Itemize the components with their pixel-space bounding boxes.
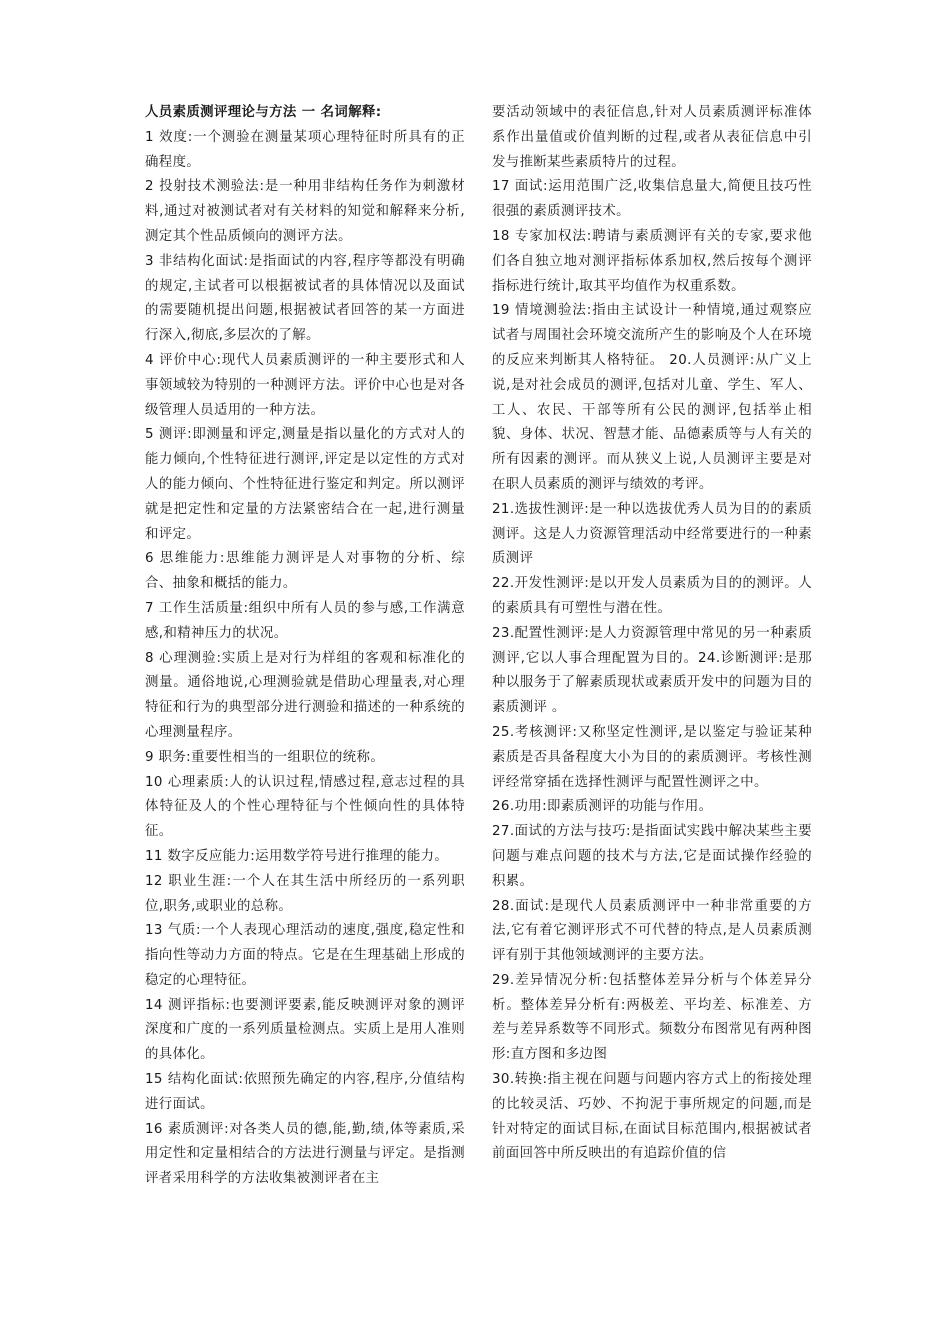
definition-entry: 30.转换:指主视在问题与问题内容方式上的衔接处理的比较灵活、巧妙、不拘泥于事所规定的问题,而是针对特定的面试目标,在面试目标范围内,根据被试者前面回答中所反映出的有追踪价值的信 — [492, 1072, 812, 1162]
definition-entry: 27.面试的方法与技巧:是指面试实践中解决某些主要问题与难点问题的技术与方法,它是面试操作经验的积累。 — [492, 824, 812, 889]
definition-entry: 7 工作生活质量:组织中所有人员的参与感,工作满意感,和精神压力的状况。 — [145, 600, 465, 641]
definition-entry: 16 素质测评:对各类人员的德,能,勤,绩,体等素质,采用定性和定量相结合的方法进行测量与评定。是指测评者采用科学的方法收集被测评者在主 — [145, 1121, 465, 1187]
definition-entry: 15 结构化面试:依照预先确定的内容,程序,分值结构进行面试。 — [145, 1072, 465, 1112]
definition-entry: 17 面试:运用范围广泛,收集信息量大,简便且技巧性很强的素质测评技术。 — [492, 179, 812, 220]
definition-entry: 6 思维能力:思维能力测评是人对事物的分析、综合、抽象和概括的能力。 — [145, 551, 465, 592]
definition-entry: 29.差异情况分析:包括整体差异分析与个体差异分析。整体差异分析有:两极差、平均差、标准差、方差与差异系数等不同形式。频数分布图常见有两种图形:直方图和多边图 — [492, 972, 812, 1063]
left-column — [145, 101, 465, 1192]
right-column — [492, 101, 812, 1167]
definition-entry: 1 效度:一个测验在测量某项心理特征时所具有的正确程度。 — [145, 129, 465, 170]
definition-entry: 21.选拔性测评:是一种以选拔优秀人员为目的的素质测评。这是人力资源管理活动中经常要进行的一种素质测评 — [492, 501, 812, 567]
definition-entry: 14 测评指标:也要测评要素,能反映测评对象的测评深度和广度的一系列质量检测点。实质上是用人准则的具体化。 — [145, 997, 465, 1063]
definition-entry: 23.配置性测评:是人力资源管理中常见的另一种素质测评,它以人事合理配置为目的。24.诊断测评:是那种以服务于了解素质现状或素质开发中的问题为目的素质测评 。 — [492, 625, 812, 716]
definition-entry: 9 职务:重要性相当的一组职位的统称。 — [145, 749, 385, 765]
definition-entry: 22.开发性测评:是以开发人员素质为目的的测评。人的素质具有可塑性与潜在性。 — [492, 576, 812, 616]
definition-entry: 11 数字反应能力:运用数学符号进行推理的能力。 — [145, 848, 449, 864]
definition-entry: 3 非结构化面试:是指面试的内容,程序等都没有明确的规定,主试者可以根据被试者的具体情况以及面试的需要随机提出问题,根据被试者回答的某一方面进行深入,彻底,多层次的了解。 — [145, 253, 465, 344]
definition-entry: 10 心理素质:人的认识过程,情感过程,意志过程的具体特征及人的个性心理特征与个性倾向性的具体特征。 — [145, 774, 465, 840]
definition-entry: 8 心理测验:实质上是对行为样组的客观和标准化的测量。通俗地说,心理测验就是借助心理量表,对心理特征和行为的典型部分进行测验和描述的一种系统的心理测量程序。 — [145, 650, 465, 740]
definition-entry: 5 测评:即测量和评定,测量是指以量化的方式对人的能力倾向,个性特征进行测评,评定是以定性的方式对人的能力倾向、个性特征进行鉴定和判定。所以测评就是把定性和定量的方法紧密结合在一起,进行测量和评定。 — [145, 427, 465, 542]
definition-entry: 12 职业生涯:一个人在其生活中所经历的一系列职位,职务,或职业的总称。 — [145, 873, 465, 914]
definition-entry: 13 气质:一个人表现心理活动的速度,强度,稳定性和指向性等动力方面的特点。它是在生理基础上形成的稳定的心理特征。 — [145, 923, 465, 988]
definition-entry: 4 评价中心:现代人员素质测评的一种主要形式和人事领域较为特别的一种测评方法。评价中心也是对各级管理人员适用的一种方法。 — [145, 352, 465, 418]
definition-entry: 19 情境测验法:指由主试设计一种情境,通过观察应试者与周围社会环境交流所产生的影响及个人在环境的反应来判断其人格特征。 20.人员测评:从广义上说,是对社会成员的测评,包括对儿童、学生、军人、工人、农民、干部等所有公民的测评,包括举止相貌、身体、状况、智慧才能、品德素质等与人有关的所有因素的测评。而从狭义上说,人员测评主要是对在职人员素质的测评与绩效的考评。 — [492, 303, 812, 492]
document-title: 人员素质测评理论与方法 一 名词解释: — [145, 105, 382, 120]
definition-entry: 18 专家加权法:聘请与素质测评有关的专家,要求他们各自独立地对测评指标体系加权,然后按每个测评指标进行统计,取其平均值作为权重系数。 — [492, 228, 812, 294]
definition-entry: 26.功用:即素质测评的功能与作用。 — [492, 799, 713, 815]
definition-entry: 25.考核测评:又称坚定性测评,是以鉴定与验证某种素质是否具备程度大小为目的的素质测评。考核性测评经常穿插在选择性测评与配置性测评之中。 — [492, 724, 812, 790]
definition-entry: 要活动领域中的表征信息,针对人员素质测评标准体系作出量值或价值判断的过程,或者从表征信息中引发与推断某些素质特片的过程。 — [492, 105, 812, 170]
definition-entry: 28.面试:是现代人员素质测评中一种非常重要的方法,它有着它测评形式不可代替的特点,是人员素质测评有别于其他领域测评的主要方法。 — [492, 898, 812, 964]
definition-entry: 2 投射技术测验法:是一种用非结构任务作为刺激材料,通过对被测试者对有关材料的知觉和解释来分析,测定其个性品质倾向的测评方法。 — [145, 179, 465, 244]
